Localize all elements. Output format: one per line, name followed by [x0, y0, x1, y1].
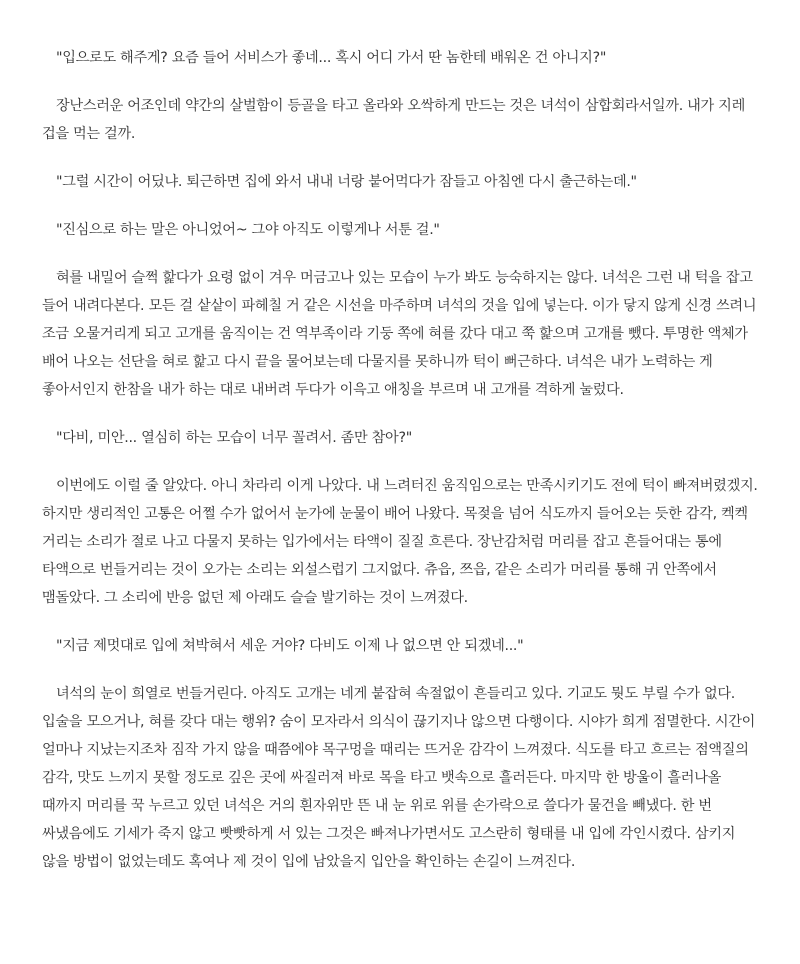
paragraph-1: "입으로도 해주게? 요즘 들어 서비스가 좋네... 혹시 어디 가서 딴 놈한테 배워온 건 아니지?" [56, 50, 607, 66]
paragraph-5: 혀를 내밀어 슬쩍 핥다가 요령 없이 겨우 머금고나 있는 모습이 누가 봐도 능숙하지는 않다. 녀석은 그런 내 턱을 잡고 들어 내려다본다. 모든 걸 샅샅이 파헤칠 거 같은 시선을 마주하며 녀석의 것을 입에 넣는다. 이가 닿지 않게 신경 쓰려니 조금 오물거리게 되고 고개를 움직이는 건 역부족이라 기둥 쪽에 혀를 갔다 대고 쭉 핥으며 고개를 뺐다. 투명한 액체가 배어 나오는 선단을 혀로 핥고 다시 끝을 물어보는데 다물지를 못하니까 턱이 뻐근하다. 녀석은 내가 노력하는 게 좋아서인지 한참을 내가 하는 대로 내버려 두다가 이윽고 애칭을 부르며 내 고개를 격하게 눌렀다. [42, 270, 757, 398]
paragraph-9: 녀석의 눈이 희열로 번들거린다. 아직도 고개는 네게 붙잡혀 속절없이 흔들리고 있다. 기교도 뭣도 부릴 수가 없다. 입술을 모으거나, 혀를 갖다 대는 행위? 숨이 모자라서 의식이 끊기지나 않으면 다행이다. 시야가 희게 점멸한다. 시간이 얼마나 지났는지조차 짐작 가지 않을 때쯤에야 목구멍을 때리는 뜨거운 감각이 느껴졌다. 식도를 타고 흐르는 점액질의 감각, 맛도 느끼지 못할 정도로 깊은 곳에 싸질러져 바로 목을 타고 뱃속으로 흘러든다. 마지막 한 방울이 흘러나올 때까지 머리를 꾹 누르고 있던 녀석은 거의 흰자위만 뜬 내 눈 위로 위를 손가락으로 쓸다가 물건을 빼냈다. 한 번 싸냈음에도 기세가 죽지 않고 빳빳하게 서 있는 그것은 빠져나가면서도 고스란히 형태를 내 입에 각인시켰다. 삼키지 않을 방법이 없었는데도 혹여나 제 것이 입에 남았을지 입안을 확인하는 손길이 느껴진다. [42, 686, 756, 870]
paragraph-8: "지금 제멋대로 입에 쳐박혀서 세운 거야? 다비도 이제 나 없으면 안 되겠네..." [56, 638, 524, 654]
document-body [42, 44, 758, 896]
paragraph-7: 이번에도 이럴 줄 알았다. 아니 차라리 이게 나았다. 내 느려터진 움직임으로는 만족시키기도 전에 턱이 빠져버렸겠지. 하지만 생리적인 고통은 어쩔 수가 없어서 눈가에 눈물이 배어 나왔다. 목젖을 넘어 식도까지 들어오는 듯한 감각, 켁켁 거리는 소리가 절로 나고 다물지 못하는 입가에서는 타액이 질질 흐른다. 장난감처럼 머리를 잡고 흔들어대는 통에 타액으로 번들거리는 것이 오가는 소리는 외설스럽기 그지없다. 츄읍, 쯔읍, 같은 소리가 머리를 통해 귀 안쪽에서 맴돌았다. 그 소리에 반응 없던 제 아래도 슬슬 발기하는 것이 느껴졌다. [42, 478, 758, 606]
paragraph-6: "다비, 미안... 열심히 하는 모습이 너무 꼴려서. 좀만 참아?" [56, 430, 412, 446]
paragraph-4: "진심으로 하는 말은 아니었어~ 그야 아직도 이렇게나 서툰 걸." [56, 222, 440, 238]
paragraph-2: 장난스러운 어조인데 약간의 살벌함이 등골을 타고 올라와 오싹하게 만드는 것은 녀석이 삼합회라서일까. 내가 지레 겁을 먹는 걸까. [42, 98, 745, 142]
paragraph-3: "그럴 시간이 어딨냐. 퇴근하면 집에 와서 내내 너랑 붙어먹다가 잠들고 아침엔 다시 출근하는데." [56, 174, 637, 190]
